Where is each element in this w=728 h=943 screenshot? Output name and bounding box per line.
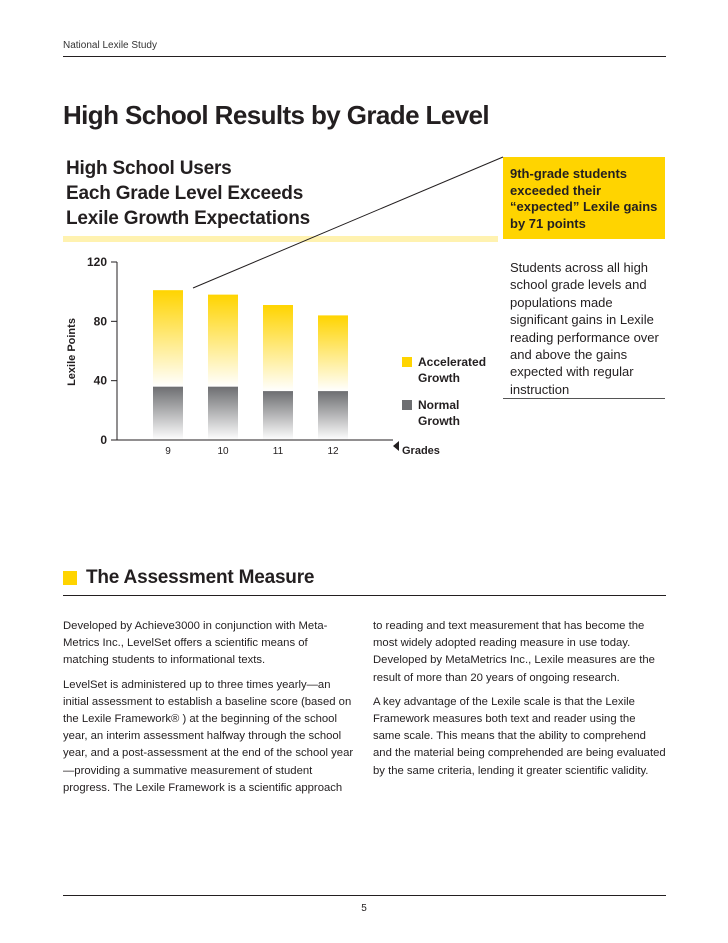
section-rule — [63, 595, 666, 596]
bar-accelerated-growth-9 — [153, 290, 183, 386]
left-column — [63, 618, 355, 804]
legend-line: Growth — [418, 414, 460, 428]
legend-line: Normal — [418, 398, 460, 412]
y-tick-label: 120 — [86, 255, 107, 269]
bar-normal-growth-9 — [153, 387, 183, 440]
page-number: 5 — [361, 903, 367, 914]
section-marker-square — [63, 571, 77, 585]
x-tick-label: 11 — [272, 446, 284, 457]
bar-normal-growth-11 — [263, 391, 293, 440]
callout-leader-line — [193, 157, 503, 288]
bar-normal-growth-10 — [208, 387, 238, 440]
x-tick-label: 12 — [327, 446, 339, 457]
legend-label-normal — [418, 398, 463, 428]
section-heading: The Assessment Measure — [86, 567, 315, 588]
legend-swatch-normal — [402, 400, 412, 410]
page-title: High School Results by Grade Level — [63, 100, 490, 130]
bar-normal-growth-12 — [318, 391, 348, 440]
paragraph: Developed by Achieve3000 in conjunction with Meta-Metrics Inc., LevelSet offers a scientific means of matching students to informational texts. — [63, 620, 328, 667]
legend-label-accelerated — [418, 355, 489, 385]
bar-accelerated-growth-10 — [208, 295, 238, 387]
legend-swatch-accelerated — [402, 357, 412, 367]
bar-accelerated-growth-11 — [263, 305, 293, 391]
subtitle-line: Lexile Growth Expectations — [66, 208, 310, 229]
paragraph: LevelSet is administered up to three times yearly—an initial assessment to establish a baseline score (based on the Lexile Framework® ) at the beginning of the school year, an interim assessment halfway through the school year, and a post-assessment at the end of the school year—providing a summative measurement of student progress. The Lexile Framework is a scientific approach — [63, 678, 354, 794]
x-tick-label: 10 — [217, 446, 229, 457]
subtitle-line: Each Grade Level Exceeds — [66, 183, 304, 204]
footer-rule — [63, 895, 666, 896]
x-axis-arrow-icon — [393, 441, 399, 451]
y-tick-label: 80 — [93, 314, 107, 329]
callout-highlight-text: 9th-grade students exceeded their “expected” Lexile gains by 71 points — [510, 166, 658, 231]
right-column — [373, 618, 666, 787]
callout-body-text: Students across all high school grade levels and populations made significant gains in Lexile reading performance over and above the gains expected with regular instruction — [510, 260, 659, 397]
paragraph: to reading and text measurement that has become the most widely adopted reading measure in use today. Developed by MetaMetrics Inc., Lexile measures are the result of more than 20 years of ongoing research. — [373, 620, 655, 684]
running-head: National Lexile Study — [63, 40, 157, 51]
bar-accelerated-growth-12 — [318, 315, 348, 391]
y-tick-label: 0 — [100, 433, 107, 447]
x-axis-title: Grades — [402, 445, 440, 457]
paragraph: A key advantage of the Lexile scale is that the Lexile Framework measures both text and reader using the same scale. This means that the ability to comprehend and the material being comprehended are being evaluated by the same criteria, lending it greater scientific validity. — [373, 695, 666, 777]
legend-line: Growth — [418, 371, 460, 385]
x-tick-label: 9 — [165, 446, 171, 457]
y-tick-label: 40 — [93, 373, 107, 388]
legend-line: Accelerated — [418, 355, 487, 369]
subtitle-line: High School Users — [66, 158, 232, 179]
y-axis-title: Lexile Points — [66, 318, 78, 386]
